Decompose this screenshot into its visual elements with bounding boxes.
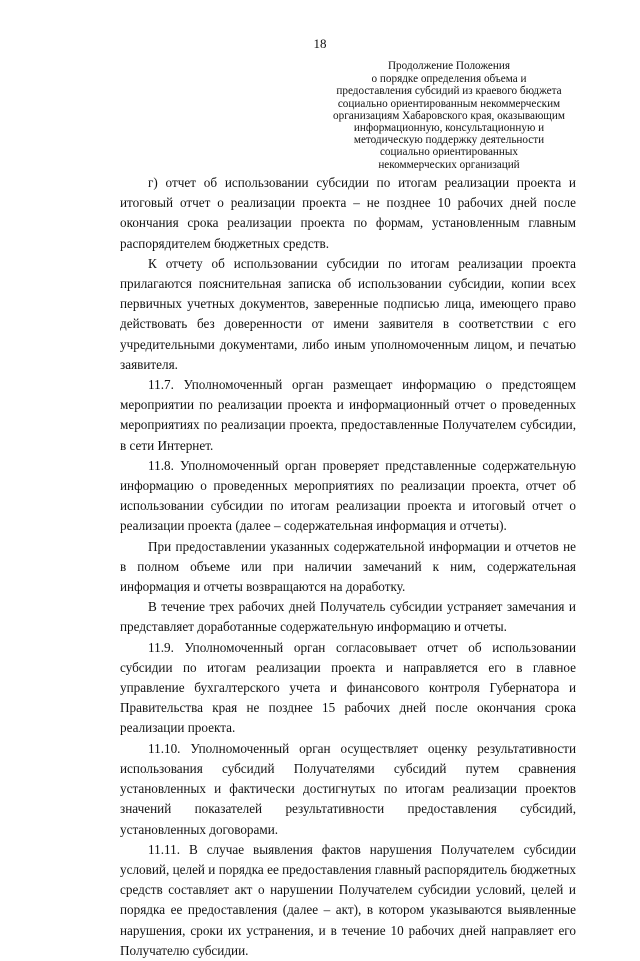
paragraph: При предоставлении указанных содержательной информации и отчетов не в полном объеме или при наличии замечаний к ним, содержательная информация и отчеты возвращаются на доработку. bbox=[120, 538, 576, 595]
header-line: организациям Хабаровского края, оказывающим bbox=[333, 109, 565, 122]
header-title: Продолжение Положения bbox=[387, 60, 511, 72]
document-header bbox=[322, 60, 576, 171]
header-line: методическую поддержку деятельности bbox=[353, 134, 545, 147]
paragraph: 11.11. В случае выявления фактов нарушения Получателем субсидии условий, целей и порядка ее предоставления главный распорядитель бюджетных средств составляет акт о нарушении Получателем субсидии условий, целей и порядка ее предоставления (далее – акт), в котором указываются выявленные нарушения, сроки их устранения, и в течение 10 рабочих дней направляет его Получателю субсидии. bbox=[120, 841, 576, 958]
header-line: предоставления субсидий из краевого бюджета bbox=[336, 85, 562, 98]
header-line: информационную, консультационную и bbox=[353, 122, 545, 135]
header-line: о порядке определения объема и bbox=[371, 73, 527, 86]
paragraph: В течение трех рабочих дней Получатель субсидии устраняет замечания и представляет доработанные содержательную информацию и отчеты. bbox=[120, 599, 576, 635]
header-line: некоммерческих организаций bbox=[378, 158, 520, 171]
paragraph: г) отчет об использовании субсидии по итогам реализации проекта и итоговый отчет о реализации проекта – не позднее 10 рабочих дней после окончания срока реализации проекта по формам, установленным главным распорядителем бюджетных средств. bbox=[120, 175, 576, 251]
header-line: социально ориентированных bbox=[379, 146, 519, 159]
document-body bbox=[120, 173, 576, 961]
paragraph: 11.8. Уполномоченный орган проверяет представленные содержательную информацию о проведенных мероприятиях по реализации проекта, отчет об использовании субсидии по итогам реализации проекта и итоговый отчет о реализации проекта (далее – содержательная информация и отчеты). bbox=[120, 457, 576, 534]
paragraph: К отчету об использовании субсидии по итогам реализации проекта прилагаются пояснительная записка об использовании субсидии, копии всех первичных учетных документов, заверенные подписью лица, имеющего право действовать без доверенности от имени заявителя в соответствии с его учредительными документами, либо иным уполномоченным лицом, и печатью заявителя. bbox=[120, 255, 576, 372]
page-number: 18 bbox=[313, 36, 327, 51]
paragraph: 11.10. Уполномоченный орган осуществляет оценку результативности использования субсидий Получателями субсидий путем сравнения установленных и фактически достигнутых по итогам реализации проектов значений показателей результативности предоставления субсидий, установленных договорами. bbox=[120, 740, 576, 837]
paragraph: 11.7. Уполномоченный орган размещает информацию о предстоящем мероприятии по реализации проекта и информационный отчет о проведенных мероприятиях по реализации проекта, предоставленные Получателем субсидии, в сети Интернет. bbox=[120, 377, 576, 453]
header-line: социально ориентированным некоммерческим bbox=[337, 97, 561, 110]
paragraph: 11.9. Уполномоченный орган согласовывает отчет об использовании субсидии по итогам реализации проекта и направляется его в главное управление бухгалтерского учета и финансового контроля Губернатора и Правительства края не позднее 15 рабочих дней после окончания срока реализации проекта. bbox=[120, 639, 576, 736]
